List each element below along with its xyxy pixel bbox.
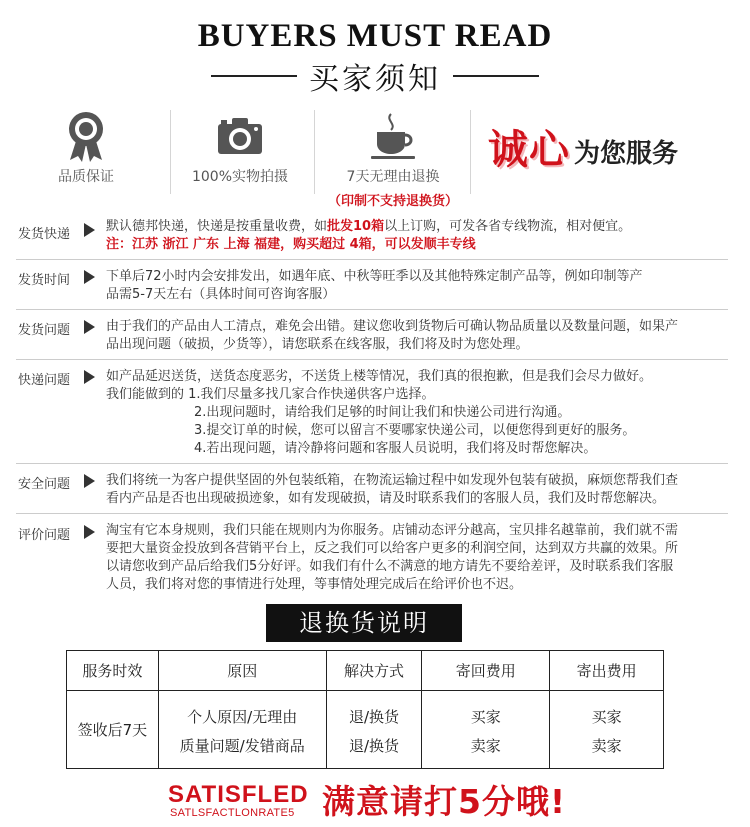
notice-issue — [16, 310, 728, 360]
notice-label: 评价问题 — [18, 528, 71, 543]
notice-text: 我们将统一为客户提供坚固的外包装纸箱，在物流运输过程中如发现外包装有破损，麻烦您帮我们查 看内产品是否也出现破损迹象，如有发现破损，请及时联系我们的客服人员，我们及时帮您解决。 — [106, 473, 679, 506]
footer-sat-small: SATLSFACTLONRATE5 — [170, 807, 295, 819]
text-highlight: 批发10箱 — [327, 219, 385, 234]
notice-label: 快递问题 — [18, 373, 71, 388]
feature-quality — [36, 110, 136, 208]
coffee-cup-icon — [365, 110, 421, 162]
notice-text: 下单后72小时内会安排发出，如遇年底、中秋等旺季以及其他特殊定制产品等，例如印制等产 品需5-7天左右（具体时间可咨询客服） — [106, 269, 643, 302]
reason-cell: 个人原因/无理由 质量问题/发错商品 — [158, 691, 326, 769]
arrow-icon — [84, 370, 95, 384]
method-cell: 退/换货 退/换货 — [326, 691, 422, 769]
feature-label: 7天无理由退换 — [346, 169, 440, 185]
text-note-red: 注：江苏 浙江 广东 上海 福建，购买超过 4箱，可以发顺丰专线 — [106, 237, 476, 252]
notice-label: 发货快递 — [18, 227, 71, 242]
title-rule-right — [453, 75, 539, 77]
slogan-big: 诚心 — [488, 127, 570, 173]
notice-review — [16, 514, 728, 596]
arrow-icon — [84, 223, 95, 237]
slogan — [488, 126, 678, 174]
page-title-cn-wrap — [0, 56, 750, 96]
table-header: 原因 — [158, 651, 326, 691]
notice-text: 淘宝有它本身规则，我们只能在规则内为你服务。店铺动态评分越高，宝贝排名越靠前，我们就不需 要把大量资金投放到各营销平台上，反之我们可以给客户更多的利润空间，达到双方共赢的效果。所 以请您收到产品后给我们5分好评。如我们有什么不满意的地方请先不要给差评，及时联系我们客服 人员，我们将对您的事情进行处理，等事情处理完成后在给评价也不迟。 — [106, 523, 679, 592]
table-header-row — [67, 651, 664, 691]
text-seg: 以上订购，可发各省专线物流，相对便宜。 — [384, 219, 632, 234]
returns-title: 退换货说明 — [266, 604, 462, 642]
arrow-icon — [84, 474, 95, 488]
notice-label: 安全问题 — [18, 477, 71, 492]
footer-sat-big: SATISFLED — [168, 781, 309, 808]
camera-icon — [215, 110, 265, 162]
arrow-icon — [84, 270, 95, 284]
notice-time — [16, 260, 728, 310]
send-fee-cell: 买家 卖家 — [550, 691, 664, 769]
feature-label: 100%实物拍摄 — [191, 169, 289, 185]
divider — [314, 110, 315, 194]
feature-strip — [0, 110, 750, 208]
notice-list — [16, 214, 728, 596]
table-row — [67, 691, 664, 769]
notice-shipping — [16, 214, 728, 260]
page-title-en: BUYERS MUST READ — [197, 18, 553, 54]
period-cell: 签收后7天 — [67, 691, 159, 769]
title-rule-left — [211, 75, 297, 77]
divider — [470, 110, 471, 194]
divider — [170, 110, 171, 194]
feature-label: 品质保证 — [58, 169, 114, 185]
feature-note: （印制不支持退换货） — [327, 194, 458, 209]
table-header: 解决方式 — [326, 651, 422, 691]
table-header: 寄回费用 — [422, 651, 550, 691]
notice-text — [106, 218, 728, 254]
arrow-icon — [84, 320, 95, 334]
return-fee-cell: 买家 卖家 — [422, 691, 550, 769]
notice-text: 如产品延迟送货，送货态度恶劣，不送货上楼等情况，我们真的很抱歉，但是我们会尽力做好。 我们能做到的 1.我们尽量多找几家合作快递供客户选择。 2.出现问题时，请给我们足够的时间让我们和快递公司进行沟通。 3.提交订单的时候，您可以留言不要哪家快递公司，以便您得到更好的服务。 4.若出现问题，请冷静将问题和客服人员说明，我们将及时帮您解决。 — [106, 369, 653, 456]
table-header: 寄出费用 — [550, 651, 664, 691]
notice-label: 发货问题 — [18, 323, 71, 338]
feature-return — [318, 110, 468, 208]
ribbon-badge-icon — [66, 110, 106, 162]
notice-label: 发货时间 — [18, 273, 71, 288]
footer-cn: 满意请打5分哦! — [322, 782, 567, 821]
text-seg: 默认德邦快递，快递是按重量收费，如 — [106, 219, 328, 234]
notice-text: 由于我们的产品由人工清点，难免会出错。建议您收到货物后可确认物品质量以及数量问题，如果产 品出现问题（破损，少货等），请您联系在线客服，我们将及时为您处理。 — [106, 319, 679, 352]
notice-safety — [16, 464, 728, 514]
table-header: 服务时效 — [67, 651, 159, 691]
notice-courier — [16, 360, 728, 464]
returns-table — [66, 650, 664, 769]
footer-banner — [0, 782, 750, 822]
slogan-small: 为您服务 — [574, 139, 679, 169]
page-title-cn: 买家须知 — [309, 62, 441, 97]
feature-photo — [184, 110, 296, 208]
arrow-icon — [84, 525, 95, 539]
